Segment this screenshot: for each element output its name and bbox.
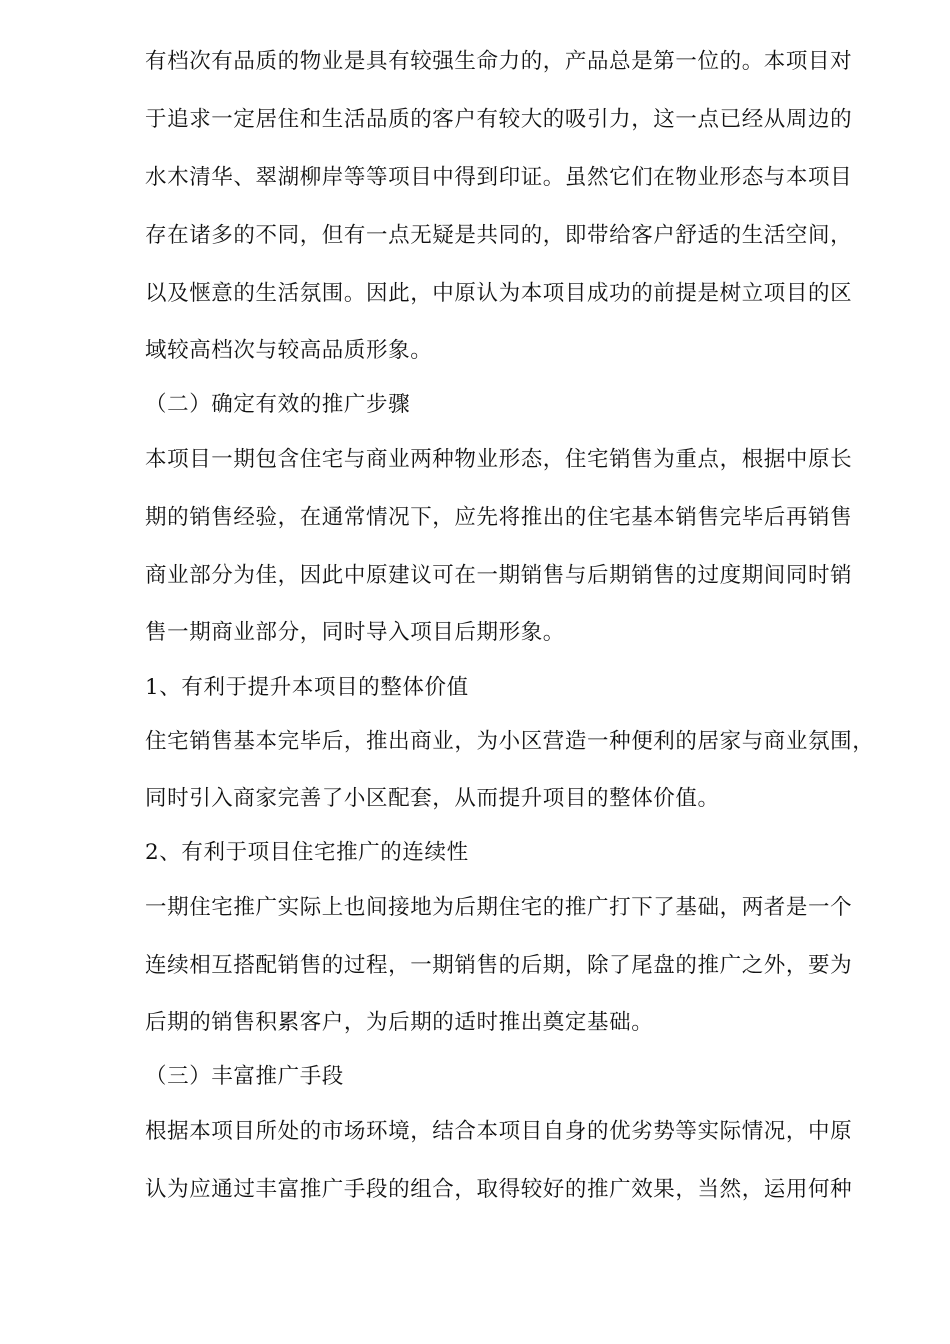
body-text-line: 于追求一定居住和生活品质的客户有较大的吸引力，这一点已经从周边的	[145, 107, 853, 132]
body-text-line: 后期的销售积累客户，为后期的适时推出奠定基础。	[145, 1010, 654, 1035]
subsection-heading: 1、有利于提升本项目的整体价值	[145, 675, 469, 700]
section-heading: （三）丰富推广手段	[145, 1064, 344, 1089]
body-text-line: 根据本项目所处的市场环境，结合本项目自身的优劣势等实际情况，中原	[145, 1119, 853, 1144]
subsection-heading: 2、有利于项目住宅推广的连续性	[145, 840, 469, 865]
body-text-line: 期的销售经验，在通常情况下，应先将推出的住宅基本销售完毕后再销售	[145, 505, 853, 530]
body-text-line: 本项目一期包含住宅与商业两种物业形态，住宅销售为重点，根据中原长	[145, 447, 853, 472]
body-text-line: 以及惬意的生活氛围。因此，中原认为本项目成功的前提是树立项目的区	[145, 281, 853, 306]
body-text-line: 有档次有品质的物业是具有较强生命力的，产品总是第一位的。本项目对	[145, 49, 853, 74]
body-text-line: 连续相互搭配销售的过程，一期销售的后期，除了尾盘的推广之外，要为	[145, 953, 853, 978]
body-text-line: 售一期商业部分，同时导入项目后期形象。	[145, 620, 565, 645]
body-text-line: 一期住宅推广实际上也间接地为后期住宅的推广打下了基础，两者是一个	[145, 895, 853, 920]
body-text-line: 住宅销售基本完毕后，推出商业，为小区营造一种便利的居家与商业氛围，	[145, 729, 875, 754]
body-text-line: 水木清华、翠湖柳岸等等项目中得到印证。虽然它们在物业形态与本项目	[145, 165, 853, 190]
body-text-line: 商业部分为佳，因此中原建议可在一期销售与后期销售的过度期间同时销	[145, 563, 853, 588]
body-text-line: 域较高档次与较高品质形象。	[145, 338, 433, 363]
body-text-line: 同时引入商家完善了小区配套，从而提升项目的整体价值。	[145, 786, 720, 811]
section-heading: （二）确定有效的推广步骤	[145, 392, 411, 417]
body-text-line: 存在诸多的不同，但有一点无疑是共同的，即带给客户舒适的生活空间，	[145, 223, 853, 248]
body-text-line: 认为应通过丰富推广手段的组合，取得较好的推广效果，当然，运用何种	[145, 1177, 853, 1202]
